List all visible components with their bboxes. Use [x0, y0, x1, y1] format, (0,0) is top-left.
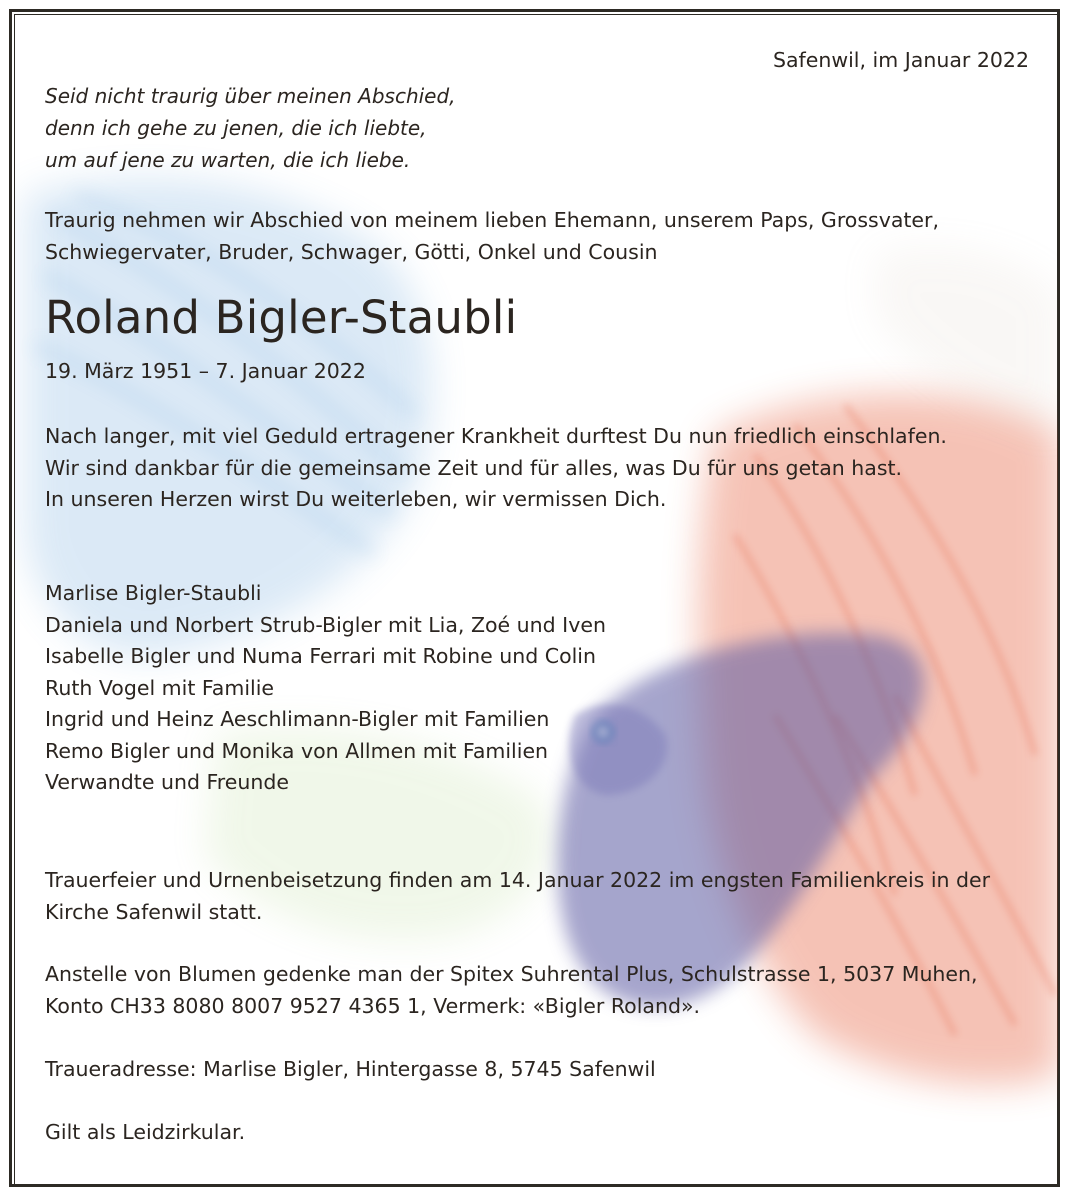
mourners-list	[45, 578, 606, 799]
mourner-entry: Ruth Vogel mit Familie	[45, 675, 275, 700]
intro-line: Schwiegervater, Bruder, Schwager, Götti, Onkel und Cousin	[45, 239, 658, 264]
message-line: In unseren Herzen wirst Du weiterleben, wir vermissen Dich.	[45, 487, 667, 511]
ceremony-info	[45, 865, 990, 928]
notice-text	[15, 15, 1059, 1186]
motto-verse	[45, 80, 456, 176]
mourner-entry: Verwandte und Freunde	[45, 770, 289, 794]
motto-line: denn ich gehe zu jenen, die ich liebte,	[45, 116, 427, 140]
message-line: Nach langer, mit viel Geduld ertragener Krankheit durftest Du nun friedlich einschlafen.	[45, 424, 947, 448]
donation-info	[45, 959, 978, 1022]
deceased-name: Roland Bigler-Staubli	[45, 291, 518, 344]
intro-line: Traurig nehmen wir Abschied von meinem lieben Ehemann, unserem Paps, Grossvater,	[45, 208, 939, 232]
mourner-entry: Ingrid und Heinz Aeschlimann-Bigler mit Familien	[45, 707, 550, 731]
circular-note: Gilt als Leidzirkular.	[45, 1120, 246, 1144]
mourner-entry: Marlise Bigler-Staubli	[45, 581, 262, 605]
mourner-entry: Remo Bigler und Monika von Allmen mit Familien	[45, 738, 549, 763]
motto-line: Seid nicht traurig über meinen Abschied,	[45, 84, 456, 108]
farewell-message	[45, 421, 947, 516]
mourning-address: Traueradresse: Marlise Bigler, Hintergasse 8, 5745 Safenwil	[45, 1057, 656, 1081]
intro-text	[45, 205, 939, 268]
donation-line: Konto CH33 8080 8007 9527 4365 1, Vermerk: «Bigler Roland».	[45, 993, 701, 1018]
motto-line: um auf jene zu warten, die ich liebe.	[45, 148, 411, 172]
ceremony-line: Kirche Safenwil statt.	[45, 899, 263, 924]
donation-line: Anstelle von Blumen gedenke man der Spitex Suhrental Plus, Schulstrasse 1, 5037 Muhen,	[45, 962, 978, 986]
ceremony-line: Trauerfeier und Urnenbeisetzung finden am 14. Januar 2022 im engsten Familienkreis in der	[45, 868, 991, 892]
place-date: Safenwil, im Januar 2022	[772, 48, 1029, 72]
notice-panel	[14, 14, 1059, 1186]
message-line: Wir sind dankbar für die gemeinsame Zeit und für alles, was Du für uns getan hast.	[45, 455, 903, 480]
mourner-entry: Daniela und Norbert Strub-Bigler mit Lia, Zoé und Iven	[45, 612, 606, 637]
mourner-entry: Isabelle Bigler und Numa Ferrari mit Robine und Colin	[45, 644, 596, 668]
life-dates: 19. März 1951 – 7. Januar 2022	[45, 359, 366, 383]
